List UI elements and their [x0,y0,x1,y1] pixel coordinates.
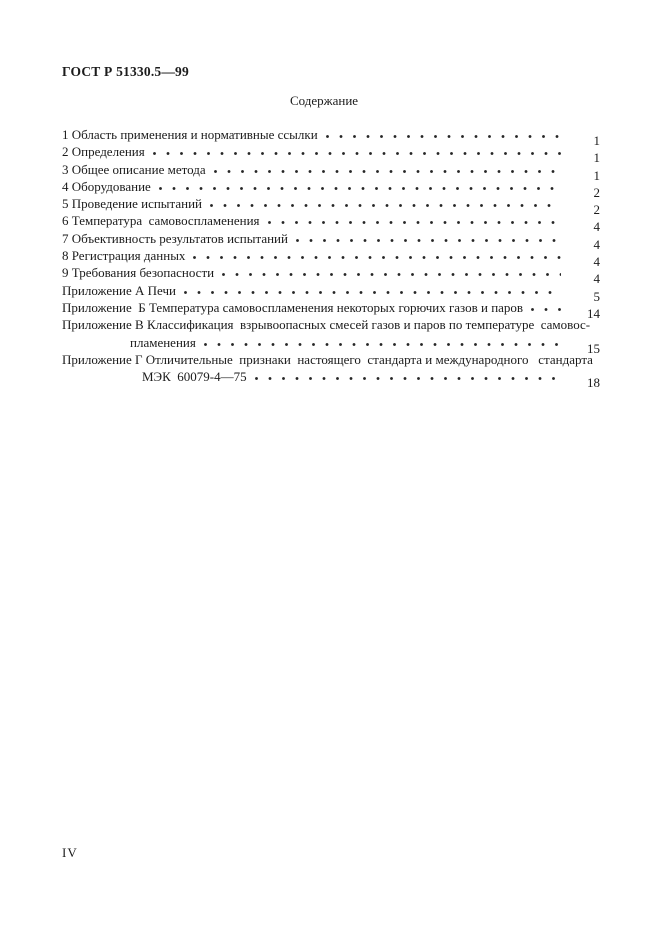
dot-leader [193,256,561,260]
toc-page-number: 1 [593,133,600,148]
toc-entry-line [62,282,600,304]
toc-entry-line [62,195,600,218]
toc-entry-label: 4 Оборудование [62,178,151,194]
toc-entry-label: 6 Температура самовоспламенения [62,213,260,229]
toc-entry-line [62,247,600,270]
toc-entry-line [62,126,600,148]
toc-entry-label: Приложение Б Температура самовоспламенения некоторых горючих газов и паров [62,299,524,315]
toc-page-number: 4 [593,219,600,235]
toc-page-number: 4 [593,271,600,287]
toc-entry-label: 5 Проведение испытаний [62,196,203,212]
table-of-contents [62,126,600,391]
toc-entry-continuation-line [62,334,600,356]
toc-entry-label: Приложение В Классификация взрывоопасных смесей газов и паров по температуре самовос- [62,317,591,333]
toc-entry-line [62,161,600,183]
toc-entry [62,264,600,287]
toc-entry [62,247,600,270]
toc-entry-continuation-label: пламенения [130,334,196,350]
toc-entry-label: Приложение Г Отличительные признаки настоящего стандарта и международного стандарта [62,351,593,367]
toc-page-number: 4 [593,254,600,270]
dot-leader [204,343,561,347]
document-code: ГОСТ Р 51330.5—99 [62,64,189,79]
dot-leader [214,170,561,174]
dot-leader [184,291,561,295]
toc-entry-continuation-line [62,368,600,391]
toc-entry-label: 2 Определения [62,144,145,160]
toc-entry-line [62,299,600,321]
toc-page-number: 1 [593,150,600,166]
dot-leader [531,308,561,312]
toc-entry-line [62,264,600,287]
page-title: Содержание [289,93,359,108]
dot-leader [255,377,561,381]
toc-entry-label: 8 Регистрация данных [62,248,186,264]
toc-page-number: 2 [593,202,600,218]
toc-page-number: 4 [593,236,600,252]
toc-entry-label: 3 Общее описание метода [62,161,206,177]
toc-entry [62,230,600,252]
toc-page-number: 18 [587,375,600,391]
dot-leader [326,135,561,139]
toc-entry [62,351,600,391]
dot-leader [210,204,561,208]
dot-leader [153,152,561,156]
toc-entry-label: 9 Требования безопасности [62,265,215,281]
toc-entry [62,212,600,235]
toc-entry-label: 7 Объективность результатов испытаний [62,230,288,246]
toc-entry-label: Приложение А Печи [62,282,176,298]
toc-entry [62,316,600,356]
toc-entry-line [62,230,600,252]
dot-leader [296,239,561,243]
toc-page-number: 5 [593,288,600,304]
toc-entry [62,143,600,166]
toc-entry-continuation-label: МЭК 60079-4—75 [142,369,247,385]
toc-entry-line [62,212,600,235]
toc-page-number: 2 [593,184,600,200]
toc-entry [62,178,600,200]
toc-entry [62,161,600,183]
toc-entry [62,282,600,304]
page-number-roman: IV [62,845,78,860]
toc-entry-line [62,351,600,368]
toc-entry [62,126,600,148]
dot-leader [222,273,561,277]
dot-leader [159,187,561,191]
toc-page-number: 1 [593,167,600,183]
toc-entry-line [62,143,600,166]
toc-entry [62,195,600,218]
dot-leader [268,221,561,225]
toc-page-number: 14 [587,305,600,321]
toc-entry-line [62,316,600,333]
toc-page-number: 15 [587,340,600,356]
toc-entry-label: 1 Область применения и нормативные ссылки [62,127,318,142]
toc-entry [62,299,600,321]
toc-entry-line [62,178,600,200]
